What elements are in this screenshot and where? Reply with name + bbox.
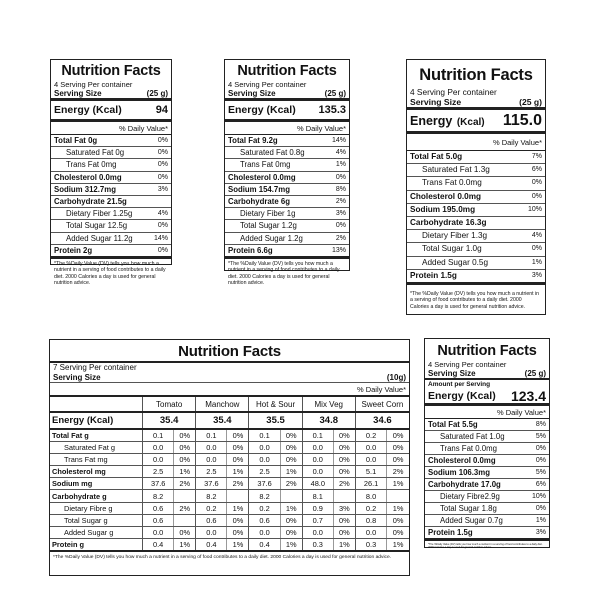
- energy-value: 34.8: [302, 412, 355, 429]
- nutrient-label: Protein g: [50, 538, 143, 551]
- nutrient-daily-value: 0%: [227, 429, 249, 442]
- serving-size: Serving Size (25 g): [407, 97, 545, 110]
- nutrient-daily-value: 0%: [531, 179, 542, 187]
- table-row: [50, 442, 409, 454]
- nutrient-label: Carbohydrate 6g: [228, 197, 290, 207]
- nutrient-row: [225, 172, 349, 184]
- nutrient-row: [425, 467, 549, 479]
- servings-per-container: 4 Serving Per container: [228, 80, 307, 89]
- nutrient-daily-value: 5%: [535, 469, 546, 476]
- nutrient-daily-value: 3%: [333, 502, 355, 514]
- header-corner: [50, 397, 143, 412]
- footnote: *The %Daily Value (DV) tells you how much a nutrient in a serving of food contributes to a daily diet. 2000 Calories a day is used for general nutrition advice.: [54, 261, 166, 286]
- nutrient-daily-value: 0%: [280, 454, 302, 466]
- panel-title: Nutrition Facts: [237, 63, 337, 79]
- nutrient-row: [51, 196, 171, 208]
- nutrient-value: 26.1: [355, 478, 386, 490]
- nutrient-daily-value: 0%: [280, 429, 302, 442]
- nutrient-label: Added Sugar 1.2g: [240, 233, 303, 243]
- nutrient-label: Trans Fat 0.0mg: [422, 178, 482, 188]
- nutrient-row: [225, 135, 349, 147]
- nutrient-value: 0.8: [355, 514, 386, 526]
- nutrient-value: 0.4: [196, 538, 227, 551]
- nutrient-row: [407, 217, 545, 230]
- nutrient-daily-value: 0%: [387, 514, 409, 526]
- nutrient-daily-value: 0%: [157, 161, 168, 169]
- nutrient-daily-value: 10%: [527, 205, 542, 213]
- nutrient-daily-value: 0%: [535, 505, 546, 512]
- nutrient-value: 0.1: [302, 429, 333, 442]
- nutrient-value: 0.4: [143, 538, 174, 551]
- nutrient-row: [51, 233, 171, 245]
- panel-title: Nutrition Facts: [61, 63, 161, 79]
- nutrient-label: Sodium 195.0mg: [410, 204, 476, 214]
- energy-value: 35.4: [143, 412, 196, 429]
- nutrient-row: [225, 184, 349, 196]
- nutrient-value: 0.1: [249, 429, 280, 442]
- nutrient-label: Carbohydrate 21.5g: [54, 197, 127, 207]
- nutrient-daily-value: 2%: [335, 234, 346, 242]
- nutrient-daily-value: 0%: [333, 429, 355, 442]
- nutrient-daily-value: 0%: [174, 429, 196, 442]
- nutrient-daily-value: 1%: [227, 466, 249, 478]
- nutrient-value: 0.1: [196, 429, 227, 442]
- nutrient-label: Total Sugar 1.0g: [422, 244, 482, 254]
- nutrient-daily-value: 1%: [280, 538, 302, 551]
- nutrient-label: Cholesterol mg: [50, 466, 143, 478]
- servings-per-container: 4 Serving Per container: [428, 360, 507, 369]
- energy-row: Energy (Kcal) 115.0: [407, 110, 545, 134]
- nutrient-value: 0.0: [143, 526, 174, 538]
- nutrient-daily-value: 0%: [387, 429, 409, 442]
- nutrient-label: Dietary Fiber 1.25g: [66, 209, 133, 219]
- servings-per-container: 4 Serving Per container: [54, 80, 133, 89]
- column-header: Hot & Sour: [249, 397, 302, 412]
- nutrient-daily-value: [333, 490, 355, 502]
- nutrient-daily-value: 4%: [531, 232, 542, 240]
- energy-value: 34.6: [355, 412, 409, 429]
- nutrient-row: [51, 220, 171, 232]
- nutrient-label: Dietary Fiber 1.3g: [422, 231, 488, 241]
- nutrient-value: 8.0: [355, 490, 386, 502]
- nutrient-daily-value: 6%: [535, 481, 546, 488]
- nutrient-daily-value: 1%: [335, 161, 346, 169]
- nutrient-daily-value: 0%: [335, 173, 346, 181]
- nutrient-daily-value: 1%: [174, 466, 196, 478]
- nutrient-row: [407, 270, 545, 285]
- nutrient-value: 37.6: [249, 478, 280, 490]
- nutrient-daily-value: 0%: [535, 445, 546, 452]
- nutrition-panel-5: [424, 338, 550, 548]
- nutrient-daily-value: 0%: [157, 149, 168, 157]
- nutrient-daily-value: 0%: [333, 526, 355, 538]
- nutrient-row: [225, 245, 349, 259]
- nutrient-daily-value: 0%: [227, 526, 249, 538]
- nutrient-label: Total Fat 5.0g: [410, 152, 463, 161]
- nutrient-value: 2.5: [143, 466, 174, 478]
- nutrient-row: [425, 419, 549, 431]
- nutrient-daily-value: 0%: [387, 454, 409, 466]
- nutrient-value: 0.7: [302, 514, 333, 526]
- nutrient-value: 0.0: [196, 454, 227, 466]
- table-header-row: [50, 397, 409, 412]
- nutrient-value: 0.0: [249, 526, 280, 538]
- nutrient-value: 0.2: [249, 502, 280, 514]
- nutrient-label: Protein 1.5g: [428, 528, 473, 537]
- nutrient-daily-value: 2%: [333, 478, 355, 490]
- nutrient-daily-value: 0%: [387, 526, 409, 538]
- nutrient-daily-value: 0%: [157, 137, 168, 144]
- footnote: *The %Daily Value (DV) tells you how much a nutrient in a serving of food contributes to a daily diet. 2000 Calories a day is used for general nutrition advice.: [428, 543, 543, 550]
- nutrient-label: Added Sugar 11.2g: [66, 233, 133, 243]
- column-header: Tomato: [143, 397, 196, 412]
- nutrient-value: 0.9: [302, 502, 333, 514]
- nutrition-table: [50, 397, 409, 552]
- nutrient-row: [225, 147, 349, 159]
- nutrient-value: 0.0: [302, 526, 333, 538]
- nutrient-daily-value: [227, 490, 249, 502]
- nutrient-daily-value: [174, 490, 196, 502]
- nutrient-value: 0.0: [302, 454, 333, 466]
- nutrient-daily-value: 13%: [331, 246, 346, 254]
- nutrient-row: [407, 164, 545, 177]
- column-header: Sweet Corn: [355, 397, 409, 412]
- table-row: [50, 429, 409, 442]
- nutrient-row: [407, 243, 545, 256]
- nutrient-daily-value: 1%: [535, 517, 546, 524]
- amount-per-serving: Amount per Serving: [428, 381, 491, 388]
- nutrient-row: [425, 503, 549, 515]
- nutrient-daily-value: 1%: [531, 258, 542, 266]
- nutrient-label: Sodium 154.7mg: [228, 184, 290, 194]
- nutrient-value: 0.4: [249, 538, 280, 551]
- daily-value-header: % Daily Value*: [51, 122, 171, 135]
- nutrient-daily-value: 1%: [227, 538, 249, 551]
- nutrient-daily-value: 8%: [535, 421, 546, 428]
- energy-row: Energy (Kcal) 94: [51, 101, 171, 122]
- nutrient-daily-value: 14%: [331, 137, 346, 144]
- nutrient-value: 37.6: [143, 478, 174, 490]
- nutrient-daily-value: 8%: [335, 185, 346, 193]
- nutrient-row: [407, 191, 545, 204]
- nutrient-label: Dietary Fiber 1g: [240, 209, 296, 219]
- nutrient-daily-value: 0%: [335, 222, 346, 230]
- nutrient-daily-value: 1%: [333, 538, 355, 551]
- nutrient-label: Added Sugar 0.7g: [440, 516, 503, 525]
- nutrient-daily-value: 3%: [335, 210, 346, 218]
- nutrient-label: Carbohydrate 16.3g: [410, 218, 487, 228]
- panel-title: Nutrition Facts: [437, 343, 537, 359]
- nutrient-daily-value: 0%: [227, 514, 249, 526]
- nutrient-value: 0.0: [302, 442, 333, 454]
- nutrient-row: [51, 135, 171, 147]
- nutrient-row: [225, 159, 349, 171]
- nutrient-value: 0.2: [355, 429, 386, 442]
- nutrient-daily-value: 0%: [535, 457, 546, 464]
- nutrition-panel-3: [406, 59, 546, 315]
- table-row: [50, 514, 409, 526]
- nutrient-value: 2.5: [249, 466, 280, 478]
- column-header: Manchow: [196, 397, 249, 412]
- nutrient-label: Total Sugar g: [50, 514, 143, 526]
- nutrient-row: [425, 455, 549, 467]
- nutrient-daily-value: 2%: [387, 466, 409, 478]
- nutrient-daily-value: 0%: [333, 466, 355, 478]
- nutrient-row: [51, 172, 171, 184]
- nutrient-row: [425, 479, 549, 491]
- nutrient-label: Total Fat g: [50, 429, 143, 442]
- nutrient-value: 0.6: [143, 514, 174, 526]
- nutrient-daily-value: 5%: [535, 433, 546, 440]
- nutrient-daily-value: 0%: [280, 514, 302, 526]
- nutrient-row: [407, 204, 545, 217]
- nutrient-value: 0.0: [249, 454, 280, 466]
- energy-value: 35.5: [249, 412, 302, 429]
- nutrient-label: Protein 1.5g: [410, 270, 457, 280]
- nutrient-daily-value: 3%: [535, 529, 546, 536]
- nutrient-value: 8.2: [143, 490, 174, 502]
- nutrient-daily-value: 0%: [333, 454, 355, 466]
- nutrient-label: Total Fat 9.2g: [228, 136, 278, 145]
- nutrient-value: 8.2: [249, 490, 280, 502]
- nutrient-value: 0.2: [355, 502, 386, 514]
- nutrient-row: [425, 431, 549, 443]
- nutrient-label: Trans Fat 0mg: [240, 160, 291, 170]
- nutrient-row: [51, 208, 171, 220]
- nutrient-daily-value: 0%: [227, 442, 249, 454]
- nutrient-daily-value: 0%: [174, 442, 196, 454]
- nutrient-row: [425, 491, 549, 503]
- nutrient-daily-value: 3%: [531, 271, 542, 279]
- nutrient-daily-value: 0%: [157, 246, 168, 254]
- nutrient-daily-value: 14%: [153, 234, 168, 242]
- nutrient-daily-value: 1%: [280, 466, 302, 478]
- nutrient-daily-value: 2%: [335, 198, 346, 206]
- nutrient-value: 8.2: [196, 490, 227, 502]
- nutrient-row: [425, 527, 549, 541]
- daily-value-header: % Daily Value*: [425, 406, 549, 419]
- daily-value-header: % Daily Value*: [50, 383, 409, 397]
- nutrient-row: [407, 230, 545, 243]
- table-row: [50, 490, 409, 502]
- servings-per-container: 4 Serving Per container: [410, 87, 497, 97]
- nutrient-label: Cholesterol 0.0mg: [228, 172, 296, 182]
- nutrient-daily-value: 2%: [280, 478, 302, 490]
- nutrient-value: 0.0: [196, 442, 227, 454]
- nutrient-daily-value: 0%: [531, 192, 542, 200]
- nutrient-label: Total Sugar 1.2g: [240, 221, 297, 231]
- nutrient-row: [407, 257, 545, 270]
- nutrient-label: Sodium 106.3mg: [428, 468, 490, 477]
- nutrient-daily-value: 2%: [174, 502, 196, 514]
- nutrient-daily-value: 1%: [387, 538, 409, 551]
- nutrient-row: [51, 159, 171, 171]
- nutrient-label: Cholesterol 0.0mg: [428, 456, 496, 465]
- energy-row: [50, 412, 409, 429]
- nutrient-value: 0.0: [355, 526, 386, 538]
- energy-row: Energy (Kcal) 123.4: [425, 388, 549, 406]
- nutrient-row: [407, 151, 545, 164]
- footnote: *The %Daily Value (DV) tells you how much a nutrient in a serving of food contributes to a daily diet. 2000 Calories a day is used for general nutrition advice.: [53, 554, 392, 560]
- nutrient-row: [51, 245, 171, 259]
- nutrient-label: Carbohydrate 17.0g: [428, 480, 501, 489]
- nutrient-daily-value: [174, 514, 196, 526]
- nutrient-value: 0.0: [355, 454, 386, 466]
- table-row: [50, 454, 409, 466]
- nutrient-value: 0.6: [249, 514, 280, 526]
- table-row: [50, 502, 409, 514]
- nutrient-daily-value: 1%: [387, 502, 409, 514]
- nutrient-daily-value: [280, 490, 302, 502]
- nutrient-row: [51, 147, 171, 159]
- nutrient-label: Trans Fat 0mg: [66, 160, 117, 170]
- energy-row: Energy (Kcal) 135.3: [225, 101, 349, 122]
- nutrient-label: Cholesterol 0.0mg: [410, 191, 481, 201]
- nutrient-daily-value: 0%: [174, 454, 196, 466]
- nutrient-value: 0.3: [302, 538, 333, 551]
- footnote: *The %Daily Value (DV) tells you how much a nutrient in a serving of food contributes to a daily diet. 2000 Calories a day is used for general nutrition advice.: [410, 291, 540, 310]
- nutrient-daily-value: 0%: [333, 442, 355, 454]
- nutrient-value: 0.6: [143, 502, 174, 514]
- nutrient-value: 0.0: [249, 442, 280, 454]
- nutrient-value: 0.0: [143, 442, 174, 454]
- nutrient-daily-value: 0%: [531, 245, 542, 253]
- nutrient-daily-value: 10%: [531, 493, 546, 500]
- nutrient-label: Protein 2g: [54, 245, 93, 255]
- nutrient-rows: [51, 135, 171, 259]
- nutrient-daily-value: 0%: [280, 526, 302, 538]
- serving-size: Serving Size (25 g): [51, 89, 171, 101]
- nutrient-value: 0.6: [196, 514, 227, 526]
- nutrient-row: [425, 443, 549, 455]
- nutrient-value: 8.1: [302, 490, 333, 502]
- nutrient-label: Carbohydrate g: [50, 490, 143, 502]
- nutrient-row: [407, 177, 545, 190]
- nutrient-label: Total Fat 0g: [54, 136, 98, 145]
- table-row: [50, 478, 409, 490]
- nutrient-row: [425, 515, 549, 527]
- nutrient-daily-value: 2%: [227, 478, 249, 490]
- nutrient-label: Saturated Fat 1.0g: [440, 432, 505, 441]
- nutrient-daily-value: [387, 490, 409, 502]
- nutrient-value: 0.0: [143, 454, 174, 466]
- servings-per-container: 7 Serving Per container: [53, 363, 137, 372]
- nutrient-daily-value: 3%: [157, 185, 168, 193]
- nutrient-value: 0.0: [355, 442, 386, 454]
- nutrient-label: Saturated Fat 0.8g: [240, 148, 305, 158]
- nutrient-row: [225, 196, 349, 208]
- column-header: Mix Veg: [302, 397, 355, 412]
- nutrient-daily-value: 0%: [157, 222, 168, 230]
- nutrient-value: 0.0: [196, 526, 227, 538]
- panel-title: Nutrition Facts: [50, 340, 409, 363]
- nutrient-value: 0.0: [302, 466, 333, 478]
- table-row: [50, 538, 409, 551]
- daily-value-header: % Daily Value*: [407, 134, 545, 151]
- nutrient-daily-value: 7%: [531, 153, 542, 160]
- nutrient-label: Saturated Fat g: [50, 442, 143, 454]
- nutrient-daily-value: 0%: [174, 526, 196, 538]
- nutrient-label: Protein 6.6g: [228, 245, 273, 255]
- nutrient-label: Total Fat 5.5g: [428, 420, 478, 429]
- nutrient-label: Trans Fat mg: [50, 454, 143, 466]
- nutrient-value: 37.6: [196, 478, 227, 490]
- nutrient-daily-value: 1%: [174, 538, 196, 551]
- nutrition-panel-2: [224, 59, 350, 286]
- nutrient-daily-value: 0%: [227, 454, 249, 466]
- nutrient-label: Trans Fat 0.0mg: [440, 444, 497, 453]
- energy-value: 35.4: [196, 412, 249, 429]
- nutrient-daily-value: 2%: [174, 478, 196, 490]
- nutrient-daily-value: 4%: [157, 210, 168, 218]
- nutrient-row: [225, 208, 349, 220]
- nutrition-panel-4-table: [49, 339, 410, 576]
- nutrient-daily-value: 0%: [333, 514, 355, 526]
- nutrient-label: Total Sugar 12.5g: [66, 221, 128, 231]
- daily-value-header: % Daily Value*: [225, 122, 349, 135]
- nutrient-rows: [425, 419, 549, 541]
- nutrient-label: Dietary Fibre2.9g: [440, 492, 500, 501]
- nutrient-daily-value: 1%: [280, 502, 302, 514]
- nutrition-panel-1: [50, 59, 172, 286]
- nutrient-row: [51, 184, 171, 196]
- nutrient-label: Saturated Fat 0g: [66, 148, 125, 158]
- table-row: [50, 526, 409, 538]
- nutrient-row: [225, 233, 349, 245]
- nutrient-label: Saturated Fat 1.3g: [422, 165, 490, 175]
- nutrient-daily-value: 0%: [387, 442, 409, 454]
- nutrient-daily-value: 0%: [280, 442, 302, 454]
- nutrient-daily-value: 0%: [157, 173, 168, 181]
- nutrient-label: Added Sugar g: [50, 526, 143, 538]
- nutrient-label: Cholesterol 0.0mg: [54, 172, 122, 182]
- footnote: *The %Daily Value (DV) tells you how much a nutrient in a serving of food contributes to a daily diet. 2000 Calories a day is used for general nutrition advice.: [228, 261, 340, 286]
- energy-label: Energy (Kcal): [50, 412, 143, 429]
- nutrient-daily-value: 4%: [335, 149, 346, 157]
- serving-size: Serving Size (25 g): [425, 369, 549, 380]
- nutrient-daily-value: 1%: [227, 502, 249, 514]
- nutrient-label: Total Sugar 1.8g: [440, 504, 497, 513]
- nutrient-value: 0.1: [143, 429, 174, 442]
- nutrient-rows: [225, 135, 349, 259]
- table-row: [50, 466, 409, 478]
- nutrient-label: Sodium 312.7mg: [54, 184, 116, 194]
- nutrient-row: [225, 220, 349, 232]
- serving-size: Serving Size (25 g): [225, 89, 349, 101]
- nutrient-label: Sodium mg: [50, 478, 143, 490]
- nutrient-value: 0.2: [196, 502, 227, 514]
- nutrient-value: 0.3: [355, 538, 386, 551]
- nutrient-value: 2.5: [196, 466, 227, 478]
- nutrient-rows: [407, 151, 545, 285]
- nutrient-daily-value: 6%: [531, 166, 542, 174]
- nutrient-label: Dietary Fibre g: [50, 502, 143, 514]
- nutrient-daily-value: 1%: [387, 478, 409, 490]
- nutrient-value: 5.1: [355, 466, 386, 478]
- panel-title: Nutrition Facts: [419, 66, 533, 84]
- nutrient-value: 48.0: [302, 478, 333, 490]
- serving-size: Serving Size (10g): [50, 373, 409, 383]
- nutrient-label: Added Sugar 0.5g: [422, 257, 489, 267]
